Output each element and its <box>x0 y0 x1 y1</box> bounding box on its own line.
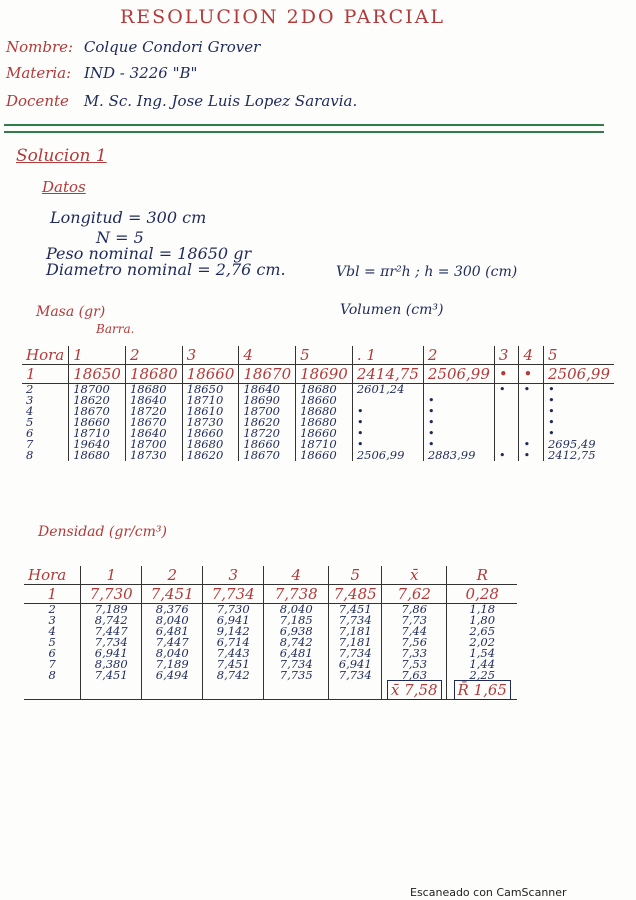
row-label-cell: 4 <box>26 404 34 418</box>
table-cell: 1,18 <box>447 604 518 616</box>
table-header-row <box>22 346 614 365</box>
table-cell: 18720 <box>125 406 182 417</box>
table-cell: 2412,75 <box>543 450 614 461</box>
table-cell: 7,185 <box>264 615 329 626</box>
table-cell: 8,380 <box>81 659 142 670</box>
table-cell: • <box>519 439 544 450</box>
r-total-value: R̄ 1,65 <box>454 680 511 700</box>
barra-label: Barra. <box>96 322 135 336</box>
table-row <box>24 670 517 681</box>
table-cell: 18720 <box>239 428 296 439</box>
table-cell: 8,742 <box>264 637 329 648</box>
table-body <box>24 585 517 682</box>
nombre-line <box>6 38 260 56</box>
docente-value: M. Sc. Ing. Jose Luis Lopez Saravia. <box>83 92 358 110</box>
table-cell: 1,80 <box>447 615 518 626</box>
divider-rule <box>4 124 604 126</box>
table-cell: 18710 <box>296 439 353 450</box>
table-cell: 18650 <box>69 365 126 384</box>
peso-text: Peso nominal = 18650 gr <box>46 244 252 263</box>
table-cell: 7,734 <box>329 615 382 626</box>
table-cell: 18640 <box>125 428 182 439</box>
table-cell <box>494 395 519 406</box>
table-cell: • <box>519 384 544 396</box>
table-cell: 7,734 <box>329 670 382 681</box>
table-cell: 7,734 <box>264 659 329 670</box>
table-cell: 7,730 <box>81 585 142 604</box>
table-cell <box>519 406 544 417</box>
table-cell: 2506,99 <box>423 365 494 384</box>
row-label-cell: 5 <box>26 415 34 429</box>
table-cell: 7,189 <box>142 659 203 670</box>
table-cell: 18670 <box>125 417 182 428</box>
header-cell: 4 <box>239 346 296 365</box>
header-cell: 2 <box>125 346 182 365</box>
volumen-label: Volumen (cm³) <box>340 302 444 318</box>
table-cell: 7,447 <box>142 637 203 648</box>
header-cell: 5 <box>543 346 614 365</box>
table-cell: 18690 <box>239 395 296 406</box>
r-total <box>447 681 518 700</box>
table-cell: 8,376 <box>142 604 203 616</box>
table-cell: 18610 <box>182 406 239 417</box>
n-text: N = 5 <box>96 228 144 247</box>
table-cell: 1,44 <box>447 659 518 670</box>
page-title: RESOLUCION 2DO PARCIAL <box>120 6 446 28</box>
table-header-row <box>24 566 517 585</box>
table-cell: 6,481 <box>264 648 329 659</box>
table-row <box>22 450 614 461</box>
table-cell: 18710 <box>69 428 126 439</box>
table-cell: • <box>543 395 614 406</box>
table-cell: 7,730 <box>203 604 264 616</box>
row-label-cell: 7 <box>26 437 34 451</box>
table-cell: • <box>543 384 614 396</box>
table-cell: • <box>423 439 494 450</box>
header-cell: 3 <box>494 346 519 365</box>
datos-heading: Datos <box>42 178 86 196</box>
masa-label: Masa (gr) <box>36 304 106 320</box>
table-cell: 7,485 <box>329 585 382 604</box>
table-cell: 18730 <box>182 417 239 428</box>
table-cell <box>494 428 519 439</box>
header-cell: 4 <box>519 346 544 365</box>
header-cell: Hora <box>24 566 81 585</box>
table-cell: 18660 <box>69 417 126 428</box>
table-cell: 7,451 <box>329 604 382 616</box>
table-cell: 2414,75 <box>352 365 423 384</box>
volume-formula: Vbl = πr²h ; h = 300 (cm) <box>336 264 518 280</box>
table-cell: 18640 <box>239 384 296 396</box>
table-cell: 2506,99 <box>543 365 614 384</box>
table-cell: 7,451 <box>203 659 264 670</box>
table-cell: 8,040 <box>142 615 203 626</box>
table-cell: 18680 <box>296 384 353 396</box>
row-label-cell: 1 <box>24 585 81 604</box>
table-cell: 7,189 <box>81 604 142 616</box>
table-cell: 2,02 <box>447 637 518 648</box>
table-cell: 8,040 <box>264 604 329 616</box>
table-cell: 7,451 <box>142 585 203 604</box>
header-cell: Hora <box>22 346 69 365</box>
header-cell: 2 <box>423 346 494 365</box>
header-cell: 5 <box>296 346 353 365</box>
totals-row <box>24 681 517 700</box>
materia-line <box>6 64 197 82</box>
docente-line <box>6 92 357 110</box>
table-cell: 18650 <box>182 384 239 396</box>
row-label-cell: 2 <box>26 382 34 396</box>
header-cell: R <box>447 566 518 585</box>
table-cell: 2883,99 <box>423 450 494 461</box>
table-cell: 6,941 <box>81 648 142 659</box>
longitud-text: Longitud = 300 cm <box>50 208 207 227</box>
table-cell: 2695,49 <box>543 439 614 450</box>
table-cell: 7,451 <box>81 670 142 681</box>
header-cell: x̄ <box>382 566 447 585</box>
header-cell: 3 <box>203 566 264 585</box>
table-cell: 18680 <box>69 450 126 461</box>
table-cell: 6,494 <box>142 670 203 681</box>
table-cell <box>494 406 519 417</box>
table-cell: 7,181 <box>329 626 382 637</box>
table-cell: 18730 <box>125 450 182 461</box>
table-cell: • <box>423 428 494 439</box>
table-cell: 18680 <box>125 384 182 396</box>
solution-heading: Solucion 1 <box>16 146 107 166</box>
table-cell: • <box>423 417 494 428</box>
densidad-label: Densidad (gr/cm³) <box>38 524 167 540</box>
table-cell: 9,142 <box>203 626 264 637</box>
xbar-total <box>382 681 447 700</box>
row-label-cell: 1 <box>22 365 69 384</box>
table-cell: 18690 <box>296 365 353 384</box>
table-cell: 0,28 <box>447 585 518 604</box>
table-cell: 18670 <box>239 365 296 384</box>
table-cell: 18680 <box>125 365 182 384</box>
table-cell: 7,181 <box>329 637 382 648</box>
table-cell: • <box>543 428 614 439</box>
docente-label: Docente <box>6 92 69 110</box>
table-cell: 7,735 <box>264 670 329 681</box>
table-cell: 18620 <box>182 450 239 461</box>
masa-volumen-table <box>22 346 614 461</box>
table-cell <box>519 417 544 428</box>
table-cell: • <box>423 395 494 406</box>
table-cell: • <box>494 384 519 396</box>
nombre-value: Colque Condori Grover <box>83 38 261 56</box>
divider-rule-2 <box>4 131 604 133</box>
table-cell: 7,44 <box>382 626 447 637</box>
table-cell: 18680 <box>296 406 353 417</box>
table-cell: 18700 <box>69 384 126 396</box>
table-cell: 18660 <box>182 428 239 439</box>
table-cell: 7,63 <box>382 670 447 681</box>
scanner-watermark: Escaneado con CamScanner <box>410 886 567 899</box>
table-cell: 18700 <box>239 406 296 417</box>
table-cell: 2506,99 <box>352 450 423 461</box>
xbar-total-value: x̄ 7,58 <box>387 680 442 700</box>
table-cell: • <box>352 417 423 428</box>
table-cell: 7,734 <box>329 648 382 659</box>
table-row <box>24 585 517 604</box>
table-cell: 7,738 <box>264 585 329 604</box>
table-cell: 2,25 <box>447 670 518 681</box>
table-cell: • <box>519 365 544 384</box>
diametro-text: Diametro nominal = 2,76 cm. <box>46 260 286 279</box>
table-cell: • <box>352 428 423 439</box>
table-cell: 7,443 <box>203 648 264 659</box>
row-label-cell: 6 <box>48 646 56 660</box>
table-cell: 7,734 <box>81 637 142 648</box>
table-cell: 18670 <box>239 450 296 461</box>
header-cell: 1 <box>69 346 126 365</box>
densidad-table <box>24 566 517 700</box>
table-body <box>22 365 614 462</box>
table-cell: 18710 <box>182 395 239 406</box>
table-row <box>22 365 614 384</box>
table-cell: 18680 <box>182 439 239 450</box>
table-cell: • <box>352 439 423 450</box>
table-cell: 7,447 <box>81 626 142 637</box>
table-cell: 18640 <box>125 395 182 406</box>
table-cell: • <box>494 450 519 461</box>
table-cell: 6,941 <box>329 659 382 670</box>
header-cell: 1 <box>81 566 142 585</box>
table-cell: 6,938 <box>264 626 329 637</box>
table-cell: 18660 <box>239 439 296 450</box>
table-cell: • <box>543 406 614 417</box>
table-cell: 7,53 <box>382 659 447 670</box>
table-cell: • <box>423 406 494 417</box>
table-cell: 7,86 <box>382 604 447 616</box>
table-cell: 8,040 <box>142 648 203 659</box>
table-cell: • <box>519 450 544 461</box>
table-cell: 7,734 <box>203 585 264 604</box>
row-label-cell: 6 <box>26 426 34 440</box>
table-cell: • <box>543 417 614 428</box>
table-cell <box>519 395 544 406</box>
row-label-cell: 2 <box>48 602 56 616</box>
row-label-cell: 3 <box>48 613 56 627</box>
table-cell: 7,73 <box>382 615 447 626</box>
table-cell: 18700 <box>125 439 182 450</box>
table-cell: 18620 <box>69 395 126 406</box>
table-cell: 8,742 <box>203 670 264 681</box>
row-label-cell: 8 <box>26 448 34 462</box>
table-cell: 6,481 <box>142 626 203 637</box>
table-cell: • <box>352 406 423 417</box>
materia-label: Materia: <box>6 64 72 82</box>
table-cell: 1,54 <box>447 648 518 659</box>
table-cell: • <box>494 365 519 384</box>
table-cell: 18620 <box>239 417 296 428</box>
row-label-cell: 7 <box>48 657 56 671</box>
nombre-label: Nombre: <box>6 38 74 56</box>
table-cell: 18660 <box>296 395 353 406</box>
row-label-cell: 8 <box>48 668 56 682</box>
table-cell: 18660 <box>296 428 353 439</box>
table-cell: 18670 <box>69 406 126 417</box>
table-cell: 18680 <box>296 417 353 428</box>
table-cell: 6,941 <box>203 615 264 626</box>
table-cell: 7,56 <box>382 637 447 648</box>
table-cell: 8,742 <box>81 615 142 626</box>
row-label-cell: 3 <box>26 393 34 407</box>
table-cell: 19640 <box>69 439 126 450</box>
header-cell: 3 <box>182 346 239 365</box>
header-cell: . 1 <box>352 346 423 365</box>
table-cell: 18660 <box>296 450 353 461</box>
table-cell: 7,62 <box>382 585 447 604</box>
header-cell: 4 <box>264 566 329 585</box>
table-cell: 2601,24 <box>352 384 423 396</box>
materia-value: IND - 3226 "B" <box>83 64 198 82</box>
table-cell: 7,33 <box>382 648 447 659</box>
header-cell: 5 <box>329 566 382 585</box>
table-cell: 2,65 <box>447 626 518 637</box>
table-cell: 18660 <box>182 365 239 384</box>
table-cell: 6,714 <box>203 637 264 648</box>
row-label-cell: 5 <box>48 635 56 649</box>
row-label-cell: 4 <box>48 624 56 638</box>
table-cell <box>494 417 519 428</box>
header-cell: 2 <box>142 566 203 585</box>
